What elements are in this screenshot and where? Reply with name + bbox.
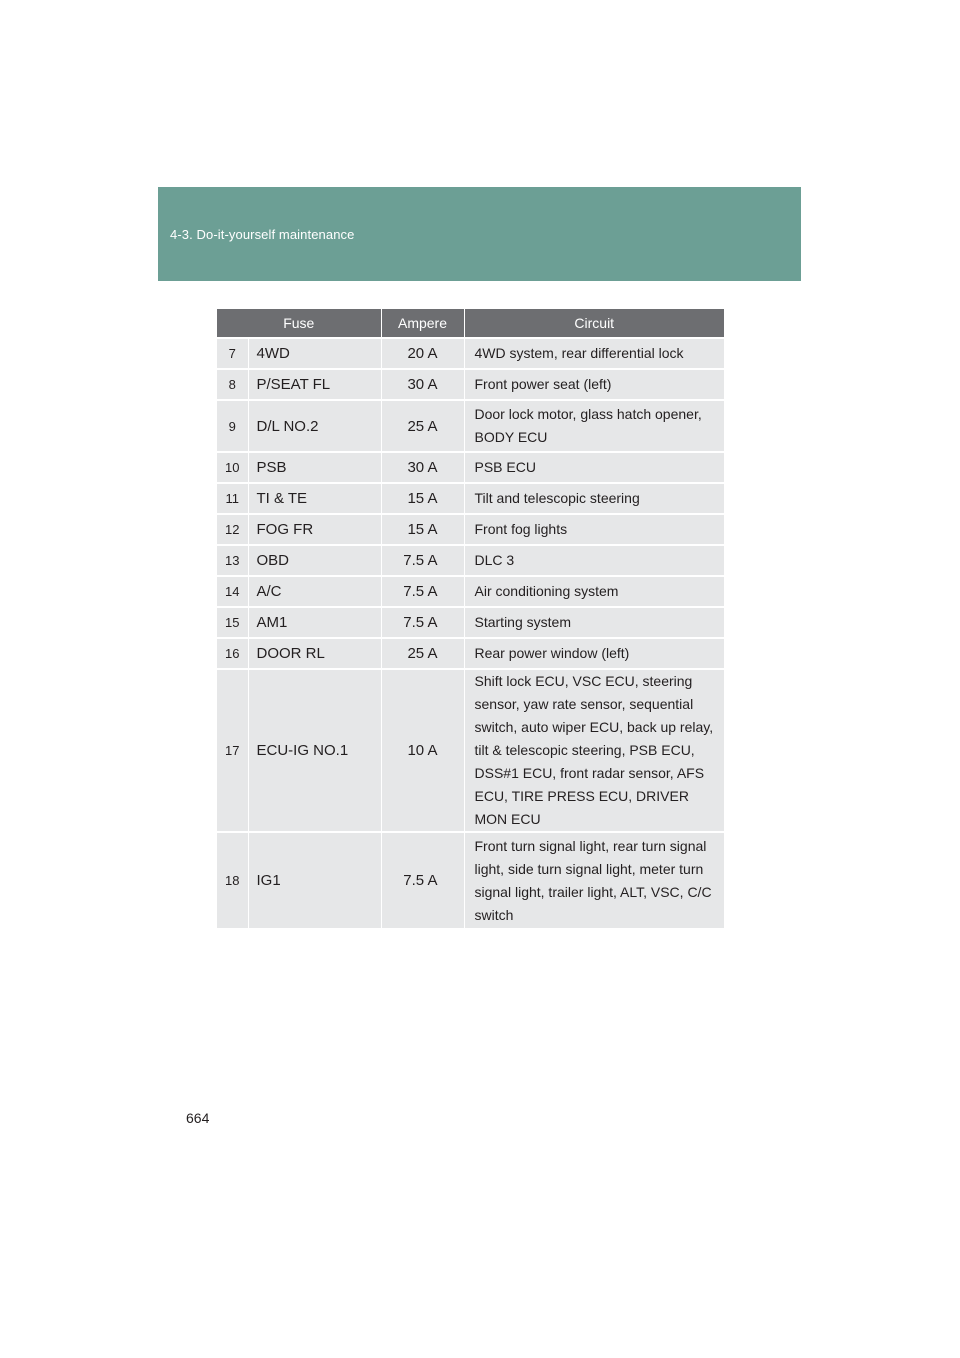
fuse-name: DOOR RL bbox=[248, 638, 381, 669]
table-row bbox=[217, 483, 724, 514]
section-header-band bbox=[158, 187, 801, 281]
fuse-ampere: 7.5 A bbox=[381, 545, 464, 576]
fuse-name: AM1 bbox=[248, 607, 381, 638]
fuse-circuit: Starting system bbox=[464, 607, 724, 638]
fuse-ampere: 10 A bbox=[381, 669, 464, 832]
table-row bbox=[217, 338, 724, 369]
page-number: 664 bbox=[186, 1110, 210, 1126]
fuse-name: P/SEAT FL bbox=[248, 369, 381, 400]
fuse-number: 10 bbox=[217, 452, 248, 483]
table-row bbox=[217, 832, 724, 928]
fuse-ampere: 7.5 A bbox=[381, 576, 464, 607]
table-header-row bbox=[217, 309, 724, 338]
fuse-circuit: DLC 3 bbox=[464, 545, 724, 576]
fuse-ampere: 30 A bbox=[381, 369, 464, 400]
fuse-name: 4WD bbox=[248, 338, 381, 369]
fuse-ampere: 20 A bbox=[381, 338, 464, 369]
column-header-fuse: Fuse bbox=[217, 309, 381, 338]
table-row bbox=[217, 576, 724, 607]
column-header-ampere: Ampere bbox=[381, 309, 464, 338]
column-header-circuit: Circuit bbox=[464, 309, 724, 338]
fuse-number: 14 bbox=[217, 576, 248, 607]
fuse-name: ECU-IG NO.1 bbox=[248, 669, 381, 832]
fuse-ampere: 15 A bbox=[381, 514, 464, 545]
section-title: 4-3. Do-it-yourself maintenance bbox=[170, 227, 355, 242]
fuse-name: IG1 bbox=[248, 832, 381, 928]
fuse-name: D/L NO.2 bbox=[248, 400, 381, 452]
fuse-name: FOG FR bbox=[248, 514, 381, 545]
fuse-ampere: 15 A bbox=[381, 483, 464, 514]
fuse-name: OBD bbox=[248, 545, 381, 576]
fuse-number: 13 bbox=[217, 545, 248, 576]
fuse-circuit: Front turn signal light, rear turn signal light, side turn signal light, meter turn signal light, trailer light, ALT, VSC, C/C switch bbox=[464, 832, 724, 928]
fuse-ampere: 25 A bbox=[381, 400, 464, 452]
fuse-number: 18 bbox=[217, 832, 248, 928]
fuse-number: 7 bbox=[217, 338, 248, 369]
fuse-number: 16 bbox=[217, 638, 248, 669]
fuse-ampere: 7.5 A bbox=[381, 832, 464, 928]
fuse-table bbox=[217, 309, 724, 928]
fuse-circuit: Front power seat (left) bbox=[464, 369, 724, 400]
table-row bbox=[217, 400, 724, 452]
fuse-number: 8 bbox=[217, 369, 248, 400]
fuse-ampere: 30 A bbox=[381, 452, 464, 483]
fuse-number: 11 bbox=[217, 483, 248, 514]
fuse-name: A/C bbox=[248, 576, 381, 607]
fuse-number: 12 bbox=[217, 514, 248, 545]
table-row bbox=[217, 514, 724, 545]
fuse-circuit: 4WD system, rear differential lock bbox=[464, 338, 724, 369]
table-row bbox=[217, 607, 724, 638]
table-row bbox=[217, 369, 724, 400]
table-row bbox=[217, 669, 724, 832]
fuse-circuit: PSB ECU bbox=[464, 452, 724, 483]
fuse-circuit: Shift lock ECU, VSC ECU, steering sensor, yaw rate sensor, sequential switch, auto wiper ECU, back up relay, tilt & telescopic steering, PSB ECU, DSS#1 ECU, front radar sensor, AFS ECU, TIRE PRESS ECU, DRIVER MON ECU bbox=[464, 669, 724, 832]
fuse-name: PSB bbox=[248, 452, 381, 483]
fuse-number: 9 bbox=[217, 400, 248, 452]
fuse-name: TI & TE bbox=[248, 483, 381, 514]
fuse-ampere: 25 A bbox=[381, 638, 464, 669]
fuse-ampere: 7.5 A bbox=[381, 607, 464, 638]
fuse-circuit: Rear power window (left) bbox=[464, 638, 724, 669]
fuse-number: 17 bbox=[217, 669, 248, 832]
fuse-circuit: Air conditioning system bbox=[464, 576, 724, 607]
fuse-circuit: Tilt and telescopic steering bbox=[464, 483, 724, 514]
table-row bbox=[217, 638, 724, 669]
table-row bbox=[217, 452, 724, 483]
fuse-circuit: Door lock motor, glass hatch opener, BODY ECU bbox=[464, 400, 724, 452]
fuse-circuit: Front fog lights bbox=[464, 514, 724, 545]
fuse-number: 15 bbox=[217, 607, 248, 638]
table-row bbox=[217, 545, 724, 576]
